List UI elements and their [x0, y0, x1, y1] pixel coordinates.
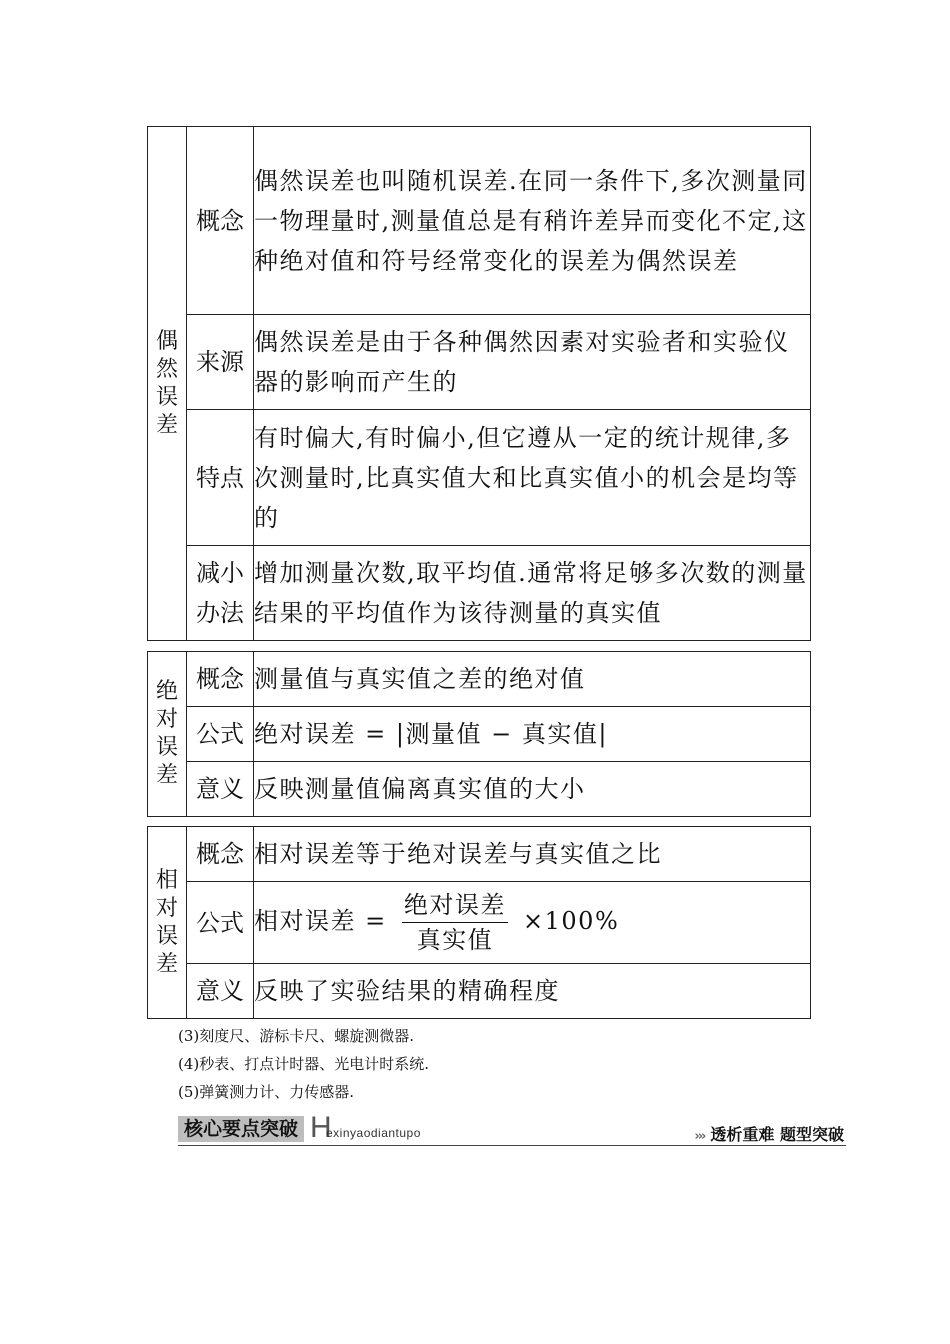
banner-letter: H: [310, 1111, 332, 1144]
row-label-formula: 公式: [187, 707, 254, 762]
banner-subtitle: 透析重难 题型突破: [710, 1125, 844, 1144]
category-label: 相对误差: [155, 867, 178, 977]
note-item: (3)刻度尺、游标卡尺、螺旋测微器.: [178, 1027, 415, 1045]
row-label-reduce: [187, 546, 254, 641]
row-text-meaning: 反映测量值偏离真实值的大小: [254, 762, 811, 817]
abs-bar-right: |: [598, 720, 608, 748]
row-label-concept: 概念: [187, 127, 254, 315]
formula-lhs: 绝对误差 =: [254, 720, 387, 748]
category-label: 偶然误差: [155, 328, 178, 438]
absolute-error-table: [147, 651, 811, 817]
relative-error-table: [147, 826, 811, 1019]
row-label-reduce-text: 减小办法: [196, 559, 244, 627]
row-text-source: 偶然误差是由于各种偶然因素对实验者和实验仪器的影响而产生的: [254, 315, 811, 410]
note-item: (4)秒表、打点计时器、光电计时系统.: [178, 1055, 430, 1073]
fraction: [402, 888, 508, 957]
section-banner: [178, 1112, 846, 1148]
row-text-concept: 测量值与真实值之差的绝对值: [254, 652, 811, 707]
row-formula: [254, 882, 811, 964]
formula-lhs: 相对误差 =: [254, 907, 387, 935]
row-text-concept: 相对误差等于绝对误差与真实值之比: [254, 827, 811, 882]
row-label-source: 来源: [187, 315, 254, 410]
row-text-meaning: 反映了实验结果的精确程度: [254, 964, 811, 1019]
row-label-concept: 概念: [187, 827, 254, 882]
row-label-meaning: 意义: [187, 762, 254, 817]
banner-pinyin: exinyaodiantupo: [326, 1126, 421, 1140]
banner-subtitle-wrap: [694, 1122, 844, 1145]
row-text-feature: 有时偏大,有时偏小,但它遵从一定的统计规律,多次测量时,比真实值大和比真实值小的机会是均等的: [254, 410, 811, 546]
category-cell: [148, 827, 187, 1019]
formula-body: 测量值 − 真实值: [405, 720, 599, 748]
row-text-reduce: 增加测量次数,取平均值.通常将足够多次数的测量结果的平均值作为该待测量的真实值: [254, 546, 811, 641]
banner-underline: [178, 1145, 846, 1146]
banner-title: 核心要点突破: [178, 1116, 304, 1142]
category-cell: [148, 652, 187, 817]
fraction-numerator: 绝对误差: [402, 888, 508, 923]
note-item: (5)弹簧测力计、力传感器.: [178, 1083, 355, 1101]
row-label-concept: 概念: [187, 652, 254, 707]
row-label-feature: 特点: [187, 410, 254, 546]
row-text-concept: 偶然误差也叫随机误差.在同一条件下,多次测量同一物理量时,测量值总是有稍许差异而变化不定,这种绝对值和符号经常变化的误差为偶然误差: [254, 127, 811, 315]
row-formula: [254, 707, 811, 762]
category-label: 绝对误差: [155, 679, 178, 788]
formula-rhs: ×100%: [523, 907, 620, 935]
row-label-meaning: 意义: [187, 964, 254, 1019]
category-cell: [148, 127, 187, 641]
answer-notes: [178, 1022, 429, 1106]
row-label-formula: 公式: [187, 882, 254, 964]
fraction-denominator: 真实值: [416, 926, 494, 954]
chevrons-icon: ›››: [694, 1129, 705, 1144]
random-error-table: [147, 126, 811, 641]
abs-bar-left: |: [395, 720, 406, 748]
